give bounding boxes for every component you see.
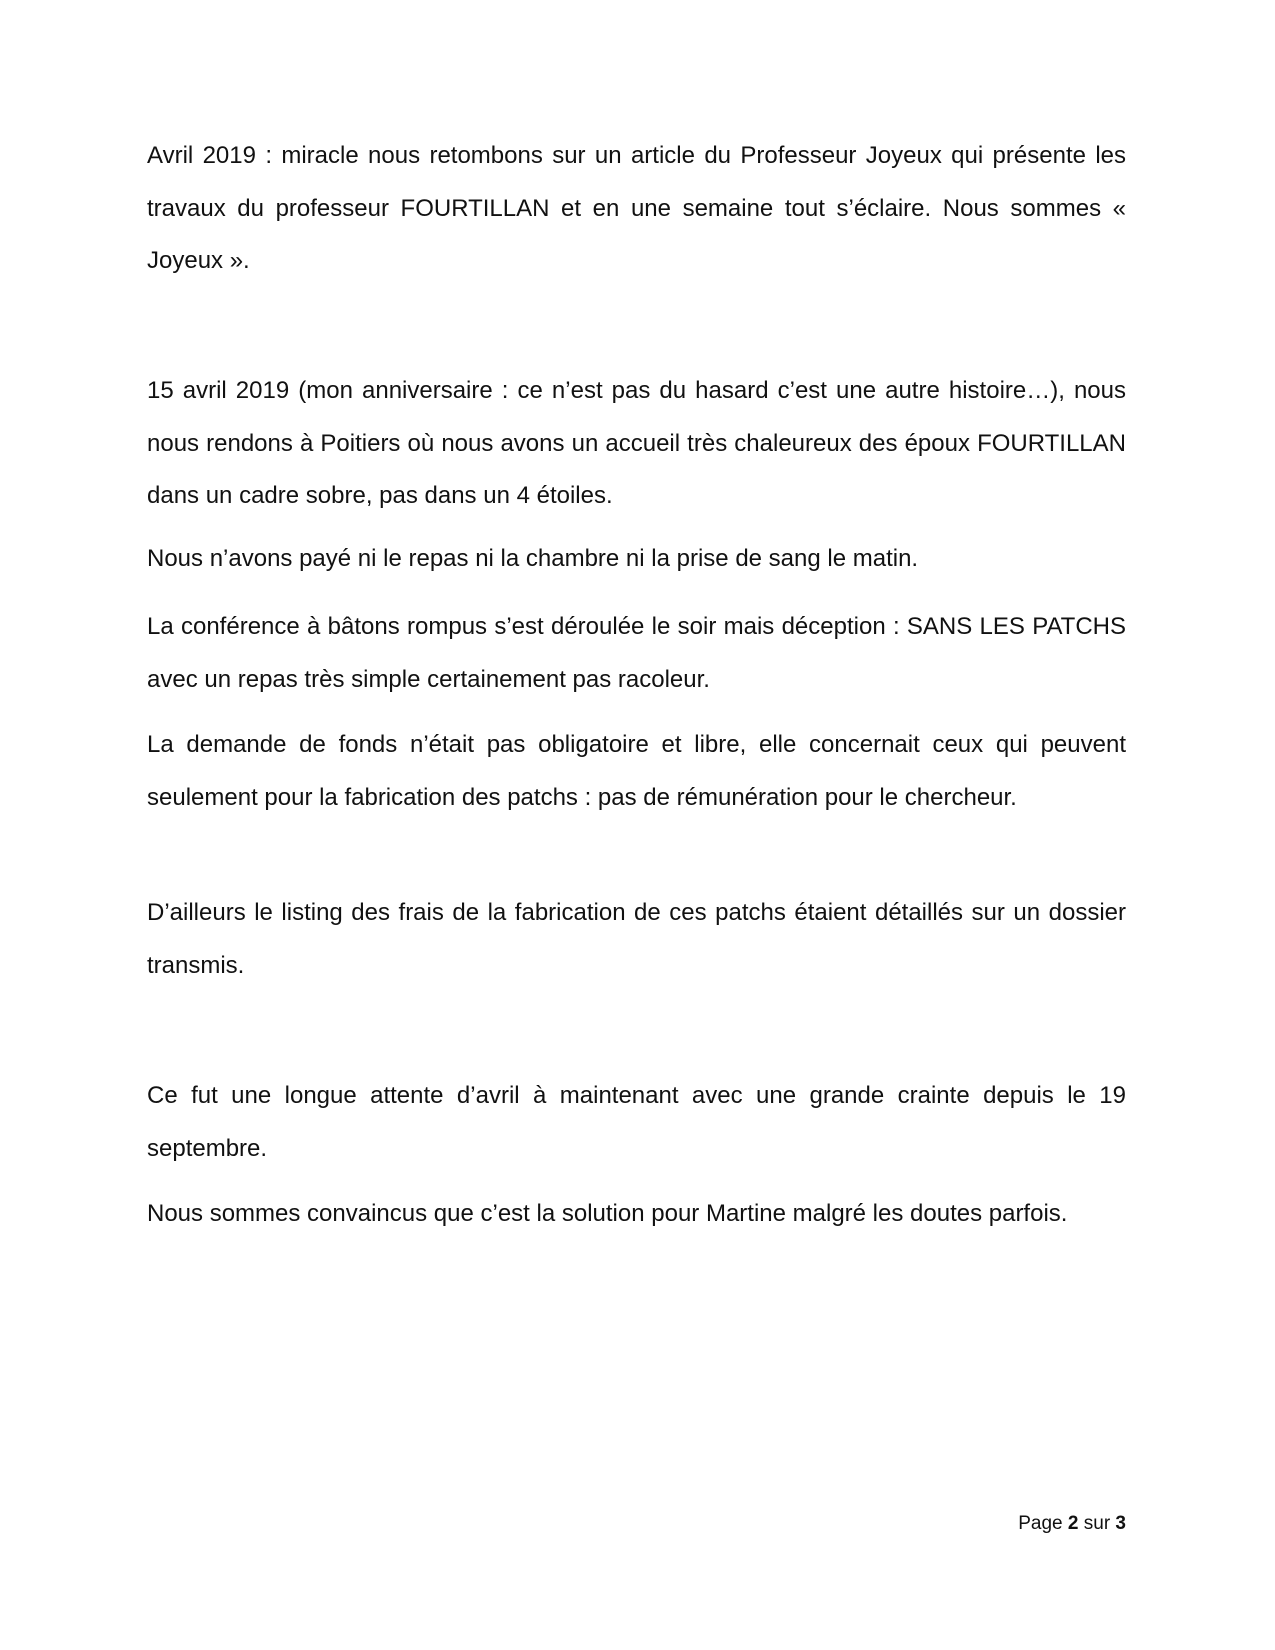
paragraph-listing: D’ailleurs le listing des frais de la fabrication de ces patchs étaient détaillés sur un dossier transmis.	[147, 899, 1126, 979]
paragraph-conference: La conférence à bâtons rompus s’est déroulée le soir mais déception : SANS LES PATCHS avec un repas très simple certainement pas racoleur.	[147, 613, 1126, 693]
page-label: Page	[1018, 1513, 1068, 1534]
paragraph-15-avril-2019: 15 avril 2019 (mon anniversaire : ce n’est pas du hasard c’est une autre histoire…), nous nous rendons à Poitiers où nous avons un accueil très chaleureux des époux FOURTILLAN dans un cadre sobre, pas dans un 4 étoiles.	[147, 377, 1126, 509]
paragraph-payment: Nous n’avons payé ni le repas ni la chambre ni la prise de sang le matin.	[147, 545, 919, 572]
page-number	[1018, 1513, 1126, 1535]
paragraph-avril-2019: Avril 2019 : miracle nous retombons sur un article du Professeur Joyeux qui présente les travaux du professeur FOURTILLAN et en une semaine tout s’éclaire. Nous sommes « Joyeux ».	[147, 142, 1126, 274]
total-page-count: 3	[1115, 1513, 1126, 1534]
current-page-number: 2	[1067, 1513, 1079, 1534]
paragraph-attente: Ce fut une longue attente d’avril à maintenant avec une grande crainte depuis le 19 septembre.	[147, 1082, 1126, 1162]
page-of-label: sur	[1078, 1513, 1116, 1534]
paragraph-conclusion: Nous sommes convaincus que c’est la solution pour Martine malgré les doutes parfois.	[147, 1200, 1068, 1227]
paragraph-funding: La demande de fonds n’était pas obligatoire et libre, elle concernait ceux qui peuvent seulement pour la fabrication des patchs : pas de rémunération pour le chercheur.	[147, 731, 1126, 811]
